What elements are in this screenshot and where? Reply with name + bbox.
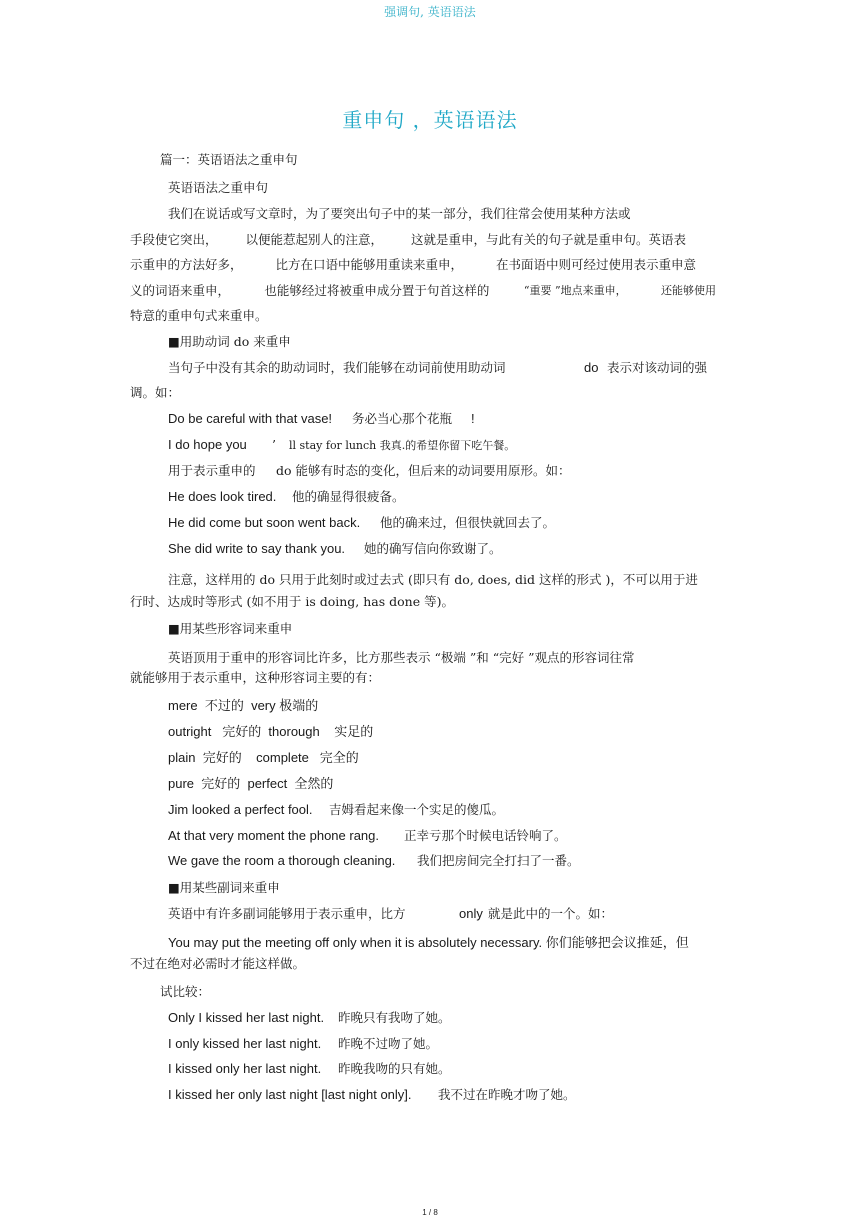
example-en: ! bbox=[471, 411, 475, 426]
example-en: You may put the meeting off only when it is absolutely necessary. 你们能够把会议推延，但 bbox=[168, 935, 689, 950]
example-en: She did write to say thank you. bbox=[168, 541, 346, 556]
inline-term: only bbox=[459, 906, 483, 921]
example-zh: 昨晚我吻的只有她。 bbox=[338, 1061, 451, 1076]
page-number: 1 / 8 bbox=[422, 1208, 438, 1217]
example-en: I kissed only her last night. bbox=[168, 1061, 322, 1076]
example-zh: 我不过在昨晚才吻了她。 bbox=[438, 1087, 576, 1102]
inline-term: do bbox=[584, 360, 599, 375]
bullet-heading: ■用某些形容词来重申 bbox=[168, 621, 293, 636]
paragraph-line: 特意的重申句式来重申。 bbox=[130, 308, 268, 323]
example-en: Jim looked a perfect fool. bbox=[168, 802, 313, 817]
paragraph-line: 义的词语来重申， 也能够经过将被重申成分置于句首这样的 “重要 ”地点来重申， 还能够使用 bbox=[130, 283, 716, 298]
example-en: He does look tired. bbox=[168, 489, 277, 504]
bullet-heading: ■用助动词 do 来重申 bbox=[168, 334, 291, 349]
example-zh: 正幸亏那个时候电话铃响了。 bbox=[404, 828, 567, 843]
example-zh: 昨晚只有我吻了她。 bbox=[338, 1010, 451, 1025]
apostrophe: ’ bbox=[272, 437, 276, 452]
running-header: 强调句, 英语语法 bbox=[384, 5, 476, 19]
example-zh: 他的确显得很疲备。 bbox=[292, 489, 405, 504]
vocab-row: plain 完好的 complete 完全的 bbox=[168, 750, 359, 765]
paragraph-line: 英语顶用于重申的形容词比许多，比方那些表示 “极端 ”和 “完好 ”观点的形容词往常 bbox=[168, 650, 635, 665]
example-en: I kissed her only last night [last night only]. bbox=[168, 1087, 412, 1102]
paragraph-line: 行时、达成时等形式 (如不用于 is doing, has done 等)。 bbox=[130, 594, 454, 609]
paragraph-line: 不过在绝对必需时才能这样做。 bbox=[130, 956, 306, 971]
example-en: I only kissed her last night. bbox=[168, 1036, 322, 1051]
example-zh: 吉姆看起来像一个实足的傻瓜。 bbox=[329, 802, 505, 817]
example-zh: 她的确写信向你致谢了。 bbox=[364, 541, 502, 556]
example-en: ll stay for lunch 我真.的希望你留下吃午餐。 bbox=[289, 439, 516, 452]
paragraph-line: do 能够有时态的变化，但后来的动词要用原形。如： bbox=[276, 463, 571, 478]
example-en: At that very moment the phone rang. bbox=[168, 828, 380, 843]
example-zh: 他的确来过，但很快就回去了。 bbox=[380, 515, 556, 530]
paragraph-line: 试比较： bbox=[160, 984, 211, 999]
paragraph-line: 调。如： bbox=[130, 385, 181, 400]
example-zh: 我们把房间完全打扫了一番。 bbox=[417, 853, 580, 868]
paragraph-line: 注意，这样用的 do 只用于此刻时或过去式 (即只有 do, does, did 这样的形式 )，不可以用于进 bbox=[168, 572, 698, 587]
page-title: 重申句 ，英语语法 bbox=[342, 108, 518, 132]
example-en: Only I kissed her last night. bbox=[168, 1010, 325, 1025]
paragraph-line: 表示对该动词的强 bbox=[607, 360, 708, 375]
vocab-row: outright 完好的 thorough 实足的 bbox=[168, 724, 374, 739]
paragraph-line: 手段使它突出， 以便能惹起别人的注意， 这就是重申，与此有关的句子就是重申句。英语表 bbox=[130, 232, 686, 247]
paragraph-line: 示重申的方法好多， 比方在口语中能够用重读来重申， 在书面语中则可经过使用表示重申意 bbox=[130, 257, 696, 272]
example-en: I do hope you bbox=[168, 437, 247, 452]
example-zh: 务必当心那个花瓶 bbox=[352, 411, 453, 426]
paragraph-line: 当句子中没有其余的助动词时，我们能够在动词前使用助动词 bbox=[168, 360, 506, 375]
bullet-heading: ■用某些副词来重申 bbox=[168, 880, 280, 895]
section-heading: 篇一：英语语法之重申句 bbox=[160, 152, 298, 167]
vocab-row: pure 完好的 perfect 全然的 bbox=[168, 776, 334, 791]
example-zh: 昨晚不过吻了她。 bbox=[338, 1036, 439, 1051]
vocab-row: mere 不过的 very 极端的 bbox=[168, 698, 319, 713]
paragraph-line: 就能够用于表示重申，这种形容词主要的有： bbox=[130, 670, 381, 685]
paragraph-line: 英语中有许多副词能够用于表示重申，比方 bbox=[168, 906, 406, 921]
example-en: He did come but soon went back. bbox=[168, 515, 361, 530]
example-en: We gave the room a thorough cleaning. bbox=[168, 853, 396, 868]
paragraph-line: 我们在说话或写文章时，为了要突出句子中的某一部分，我们往常会使用某种方法或 bbox=[168, 206, 631, 221]
paragraph-line: 就是此中的一个。如： bbox=[488, 906, 614, 921]
subheading: 英语语法之重申句 bbox=[168, 180, 269, 195]
paragraph-line: 用于表示重申的 bbox=[168, 463, 256, 478]
example-en: Do be careful with that vase! bbox=[168, 411, 333, 426]
